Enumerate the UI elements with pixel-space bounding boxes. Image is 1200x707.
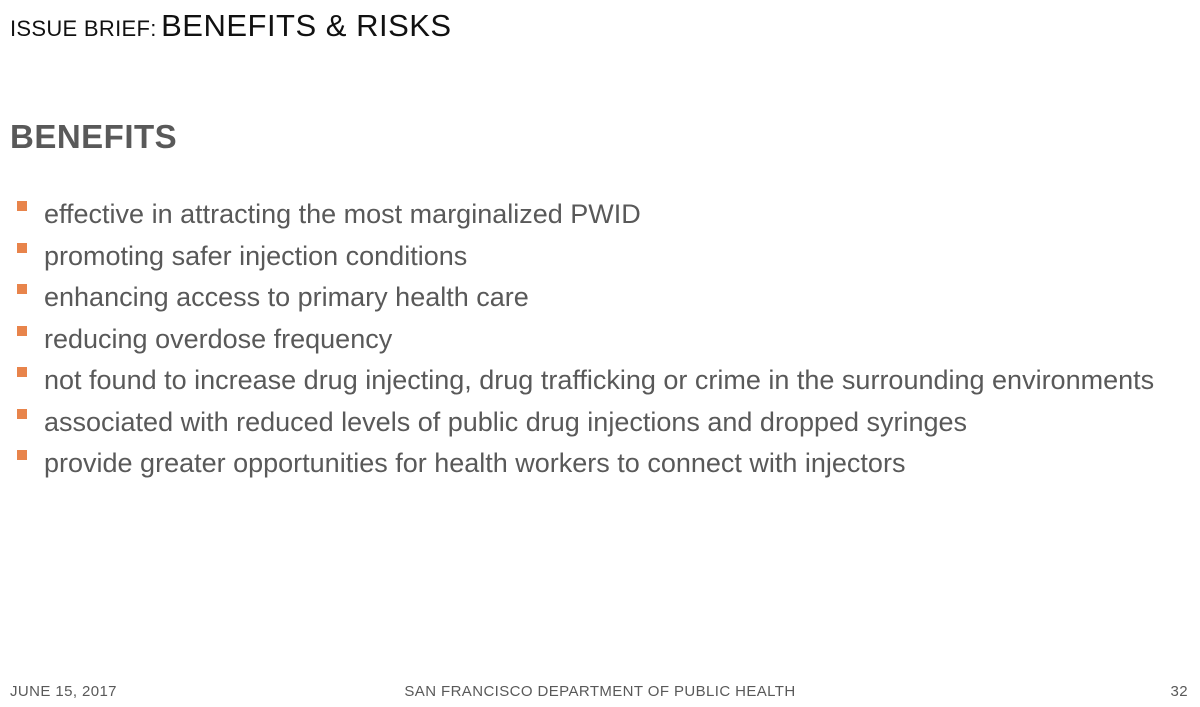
list-item-text: provide greater opportunities for health workers to connect with injectors (44, 448, 906, 478)
page-number: 32 (1170, 683, 1188, 700)
slide-header (10, 8, 452, 44)
square-bullet-icon (17, 326, 27, 336)
list-item-text: associated with reduced levels of public drug injections and dropped syringes (44, 406, 968, 437)
square-bullet-icon (17, 201, 27, 211)
square-bullet-icon (17, 409, 27, 419)
list-item (10, 319, 1180, 361)
square-bullet-icon (17, 367, 27, 377)
header-prefix: ISSUE BRIEF: (10, 16, 157, 41)
list-item-text: promoting safer injection conditions (44, 240, 468, 271)
slide-title: BENEFITS & RISKS (161, 8, 452, 43)
list-item (10, 194, 1180, 236)
list-item (10, 277, 1180, 319)
square-bullet-icon (17, 284, 27, 294)
footer-date: JUNE 15, 2017 (10, 683, 117, 700)
list-item (10, 443, 1180, 485)
section-title: BENEFITS (10, 118, 178, 155)
list-item-text: effective in attracting the most marginalized PWID (44, 199, 641, 229)
benefits-list (10, 194, 1180, 485)
list-item-text: enhancing access to primary health care (44, 282, 529, 312)
list-item (10, 360, 1180, 402)
square-bullet-icon (17, 450, 27, 460)
square-bullet-icon (17, 243, 27, 253)
list-item (10, 402, 1180, 444)
list-item-text: reducing overdose frequency (44, 323, 393, 354)
list-item-text: not found to increase drug injecting, drug trafficking or crime in the surrounding environments (44, 365, 1155, 395)
list-item (10, 236, 1180, 278)
footer-organization: SAN FRANCISCO DEPARTMENT OF PUBLIC HEALTH (404, 683, 796, 700)
